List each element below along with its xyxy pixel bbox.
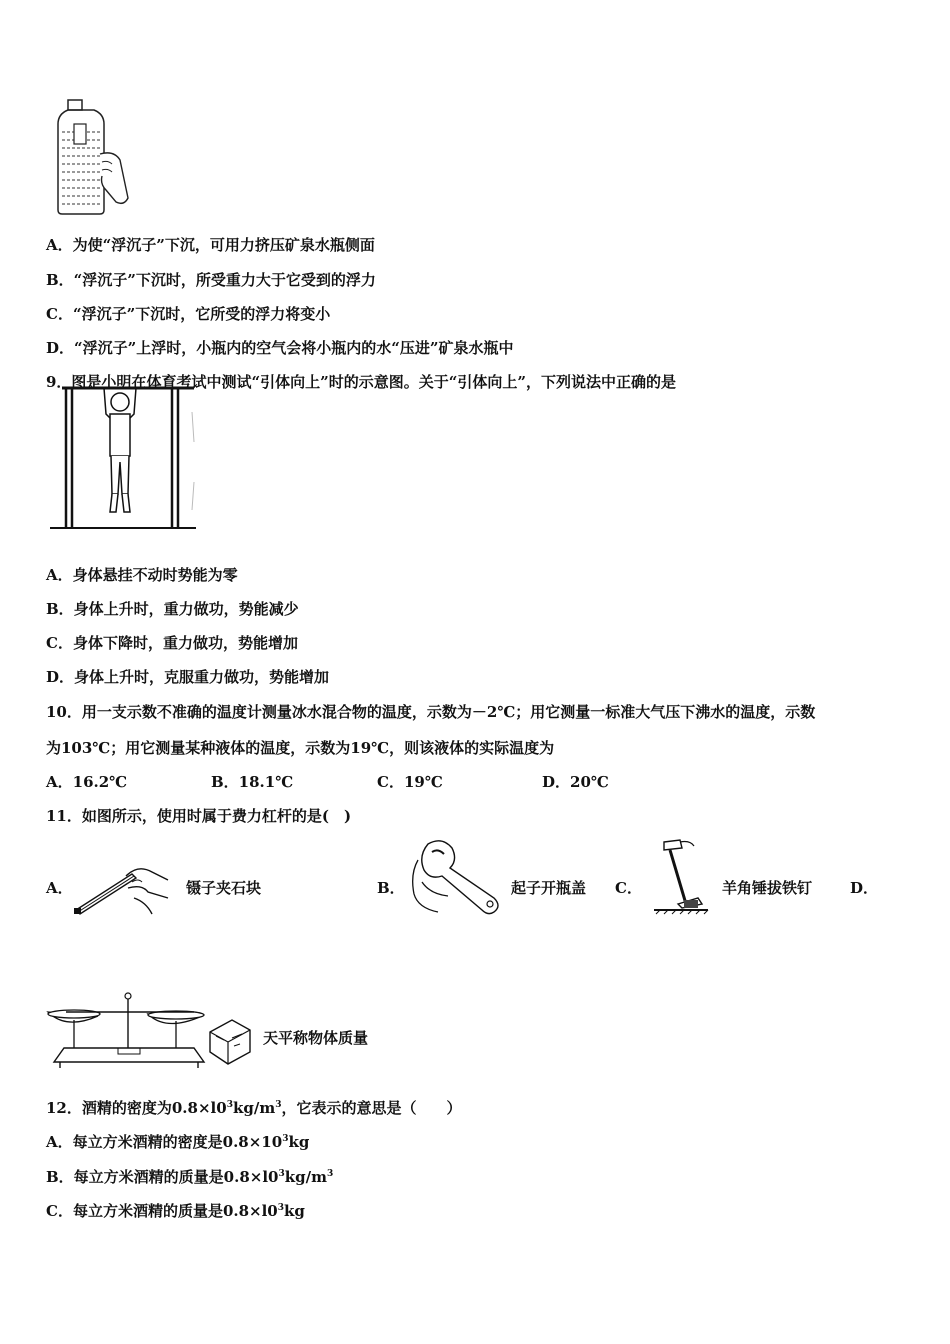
- q10-option-a: A．16.2℃: [46, 773, 128, 791]
- q8-option-b: B．“浮沉子”下沉时，所受重力大于它受到的浮力: [46, 271, 376, 289]
- bottle-diver-figure: [50, 98, 132, 218]
- q11-caption-d: 天平称物体质量: [263, 1029, 369, 1047]
- q11-caption-c: 羊角锤拔铁钉: [722, 879, 813, 897]
- q11-letter-a: A．: [46, 879, 73, 897]
- q9-stem: 9．图是小明在体育考试中测试“引体向上”时的示意图。关于“引体向上”，下列说法中正确的是: [46, 373, 676, 391]
- q9-option-b: B．身体上升时，重力做功，势能减少: [46, 600, 299, 618]
- q9-option-c: C．身体下降时，重力做功，势能增加: [46, 634, 298, 652]
- q9-option-a: A．身体悬挂不动时势能为零: [46, 566, 238, 584]
- bottle-opener-figure: [408, 834, 508, 916]
- q10-option-b: B．18.1℃: [211, 773, 294, 791]
- q8-option-c: C．“浮沉子”下沉时，它所受的浮力将变小: [46, 305, 331, 323]
- q11-letter-c: C．: [615, 879, 642, 897]
- q10-option-d: D．20℃: [542, 773, 609, 791]
- q12-option-b: B．每立方米酒精的质量是$0.8\times l0^3kg/m^3$: [46, 1168, 334, 1186]
- q11-letter-d: D．: [850, 879, 879, 897]
- q12-option-a: A．每立方米酒精的密度是$0.8\times 10^3kg$: [46, 1133, 310, 1151]
- q12-option-c: C．每立方米酒精的质量是$0.8\times l0^3kg$: [46, 1202, 305, 1220]
- claw-hammer-figure: [650, 838, 712, 918]
- balance-scale-figure: [44, 990, 254, 1074]
- q11-stem: 11．如图所示，使用时属于费力杠杆的是( ): [46, 807, 352, 825]
- q8-option-a: A．为使“浮沉子”下沉，可用力挤压矿泉水瓶侧面: [46, 236, 375, 254]
- q8-option-d: D．“浮沉子”上浮时，小瓶内的空气会将小瓶内的水“压进”矿泉水瓶中: [46, 339, 514, 357]
- q11-letter-b: B．: [377, 879, 405, 897]
- q10-stem-line2: 为103℃；用它测量某种液体的温度，示数为19℃，则该液体的实际温度为: [46, 739, 555, 757]
- tweezers-figure: [72, 858, 172, 918]
- q12-stem: 12．酒精的密度为$0.8\times l0^3kg/m^3$，它表示的意思是（ ）: [46, 1099, 462, 1117]
- q10-option-c: C．19℃: [377, 773, 443, 791]
- q10-stem-line1: 10．用一支示数不准确的温度计测量冰水混合物的温度，示数为－2℃；用它测量一标准大气压下沸水的温度，示数: [46, 703, 816, 721]
- pull-up-figure: [44, 382, 200, 534]
- q11-caption-b: 起子开瓶盖: [511, 879, 587, 897]
- q9-option-d: D．身体上升时，克服重力做功，势能增加: [46, 668, 330, 686]
- q11-caption-a: 镊子夹石块: [186, 879, 262, 897]
